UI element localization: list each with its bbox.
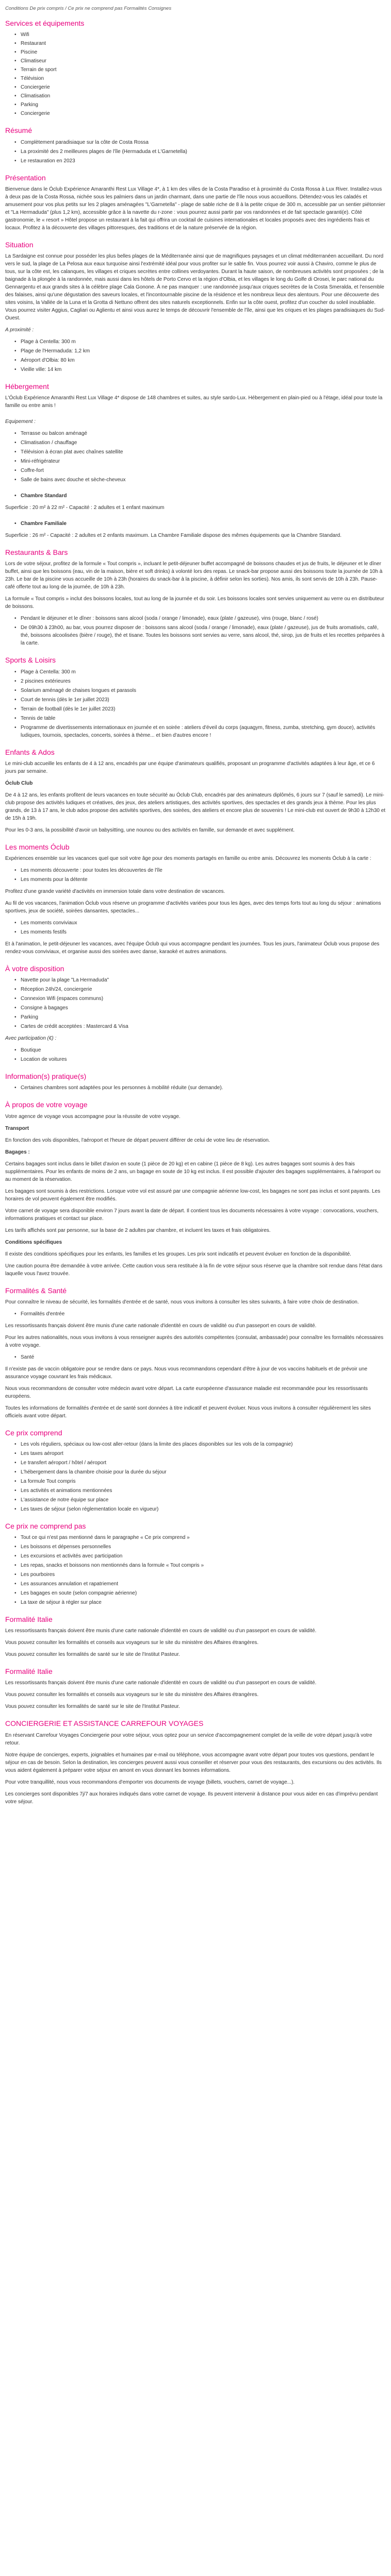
list-item: • Salle de bains avec douche et sèche-cheveux [15, 476, 386, 484]
enfants-text: Pour les 0-3 ans, la possibilité d'avoir un babysitting, une nounou ou des activités en famille, sur demande et avec supplément. [5, 827, 295, 833]
list-item: • Complètement paradisiaque sur la côte de Costa Rossa [15, 139, 386, 146]
list-item: • La formule Tout compris [15, 1478, 386, 1485]
section-title-enfants: Enfants & Ados [5, 748, 55, 756]
section-title-disposition: À votre disposition [5, 964, 64, 973]
list-item: • Pendant le déjeuner et le dîner : boissons sans alcool (soda / orange / limonade), eaux (plate / gazeuse), vins (rouge, blanc / rosé) [15, 615, 386, 622]
transport-label: Transport [5, 1125, 29, 1131]
list-item: • Parking [15, 1013, 386, 1021]
section-title-info: Information(s) pratique(s) [5, 1072, 87, 1081]
list-item: • Court de tennis (dès le 1er juillet 2023) [15, 696, 386, 704]
section-title-conciergerie: CONCIERGERIE ET ASSISTANCE CARREFOUR VOYAGES [5, 1719, 204, 1728]
formalite-text: Les ressortissants français doivent être munis d'une carte nationale d'identité en cours de validité ou d'un passeport en cours de validité. [5, 1628, 317, 1634]
list-item: • Plage à Centella: 300 m [15, 668, 386, 676]
section-title-formalite-italie-2: Formalité Italie [5, 1667, 53, 1676]
conciergerie-text: Les concierges sont disponibles 7j/7 aux horaires indiqués dans votre carnet de voyage. Ils peuvent intervenir à distance pour vous aider en cas d'imprévu pendant votre séjour. [5, 1791, 378, 1805]
list-item: • Aéroport d'Olbia: 80 km [15, 357, 386, 364]
section-title-services: Services et équipements [5, 19, 85, 28]
resume-list [5, 139, 386, 165]
list-item: • Les moments conviviaux [15, 919, 386, 927]
section-title-formalite-italie: Formalité Italie [5, 1615, 53, 1624]
moments-text: Expériences ensemble sur les vacances quel que soit votre âge pour des moments partagés en famille ou entre amis. Découvrez les moments Óclub à la carte : [5, 855, 371, 861]
propos-text: Les tarifs affichés sont par personne, sur la base de 2 adultes par chambre, et incluent les taxes et frais obligatoires. [5, 1227, 271, 1233]
list-item: • Les moments pour la détente [15, 876, 386, 884]
room-desc: Superficie : 20 m² à 22 m² - Capacité : 2 adultes et 1 enfant maximum [5, 505, 165, 511]
section-title-sports: Sports & Loisirs [5, 656, 56, 665]
equip-list [5, 430, 386, 484]
compris-list [5, 1440, 386, 1513]
avec-label: Avec participation (€) : [5, 1036, 57, 1042]
enfants-text: De 4 à 12 ans, les enfants profitent de leurs vacances en toute sécurité au Óclub Club, encadrés par des animateurs diplômés, 6 jours sur 7 (sauf le samedi). Le mini-club propose des activités ludiques et créatives, des jeux, des ateliers artistiques, des activités sportives, des spectacles et des grands jeux à thème. Pour les plus grands, de 13 à 17 ans, le club ados propose des activités sportives, des soirées, des ateliers et encore plus de souvenirs ! Le mini-club est ouvert de 9h30 à 12h30 et de 15h à 19h. [5, 792, 386, 821]
room-name: • Chambre Standard [15, 492, 386, 500]
list-item: • Formalités d'entrée [15, 1310, 386, 1318]
list-item: • L'hébergement dans la chambre choisie pour la durée du séjour [15, 1468, 386, 1476]
list-item: • Climatisation [15, 92, 386, 100]
list-item: • Le restauration en 2023 [15, 157, 386, 165]
propos-text: Il existe des conditions spécifiques pour les enfants, les familles et les groupes. Les prix sont indicatifs et peuvent évoluer en fonction de la disponibilité. [5, 1251, 351, 1257]
distance-list [5, 338, 386, 374]
formalite-text: Les ressortissants français doivent être munis d'une carte nationale d'identité en cours de validité ou d'un passeport en cours de validité. [5, 1680, 317, 1686]
sante-list [5, 1353, 386, 1361]
list-item: • Plage de l'Hermaduda: 1,2 km [15, 347, 386, 355]
list-item: • Wifi [15, 31, 386, 39]
list-item: • Tout ce qui n'est pas mentionné dans le paragraphe « Ce prix comprend » [15, 1534, 386, 1541]
list-item: • Climatisation / chauffage [15, 439, 386, 447]
list-item: • La proximité des 2 meilleures plages de l'île (Hermaduda et L'Garnetella) [15, 148, 386, 156]
list-item: • Les taxes de séjour (selon réglementation locale en vigueur) [15, 1505, 386, 1513]
section-title-formalites: Formalités & Santé [5, 1286, 67, 1295]
list-item: • Terrasse ou balcon aménagé [15, 430, 386, 437]
conciergerie-text: Pour votre tranquillité, nous vous recommandons d'emporter vos documents de voyage (billets, vouchers, carnet de voyage...). [5, 1779, 295, 1785]
list-item: • Télévision [15, 75, 386, 82]
list-item: • Télévision à écran plat avec chaînes satellite [15, 448, 386, 456]
enfants-text: Le mini-club accueille les enfants de 4 à 12 ans, encadrés par une équipe d'animateurs qualifiés, proposant un programme d'activités adaptées à leur âge, et ce 6 jours par semaine. [5, 760, 375, 774]
list-item: • Santé [15, 1353, 386, 1361]
section-title-moments: Les moments Óclub [5, 842, 70, 851]
list-item: • Terrain de football (dès le 1er juillet 2023) [15, 705, 386, 713]
list-item: • Plage à Centella: 300 m [15, 338, 386, 346]
list-item: • Les moments festifs [15, 928, 386, 936]
list-item: • Les assurances annulation et rapatriement [15, 1580, 386, 1588]
resto-text: Lors de votre séjour, profitez de la formule « Tout compris », incluant le petit-déjeuner buffet accompagné de boissons chaudes et jus de fruits, le déjeuner et le dîner buffet, ainsi que les boissons (eau, vin de la maison, bière et soft drinks) à volonté lors des repas. Le snack-bar propose aussi des boissons toute la journée de 10h à 23h. Le bar de la piscine vous accueille de 10h à 23h (horaires du snack-bar à la piscine, à définir selon les sorties). Nos amis, ils sont servis de 10h à 23h. Pause-café offerte tout au long de la journée, de 10h à 23h. [5, 561, 383, 590]
propos-text: Les bagages sont soumis à des restrictions. Lorsque votre vol est assuré par une compagnie aérienne low-cost, les bagages ne sont pas inclus et sont payants. Les horaires de vol peuvent également être modifiés. [5, 1188, 381, 1202]
list-item: • Vieille ville: 14 km [15, 366, 386, 374]
formalites-text: Il n'existe pas de vaccin obligatoire pour se rendre dans ce pays. Nous vous recommandons cependant d'être à jour de vos vaccins habituels et de prévoir une assurance voyage couvrant les frais médicaux. [5, 1366, 368, 1380]
sports-list [5, 668, 386, 739]
moments-list-a [5, 867, 386, 884]
list-item: • Les excursions et activités avec participation [15, 1552, 386, 1560]
services-list [5, 31, 386, 117]
list-item: • Navette pour la plage "La Hermaduda" [15, 976, 386, 984]
resto-text: La formule « Tout compris » inclut des boissons locales, tout au long de la journée et du soir. Les boissons locales sont servies uniquement au verre ou en distributeur de boissons. [5, 596, 384, 610]
list-item: • Climatiseur [15, 57, 386, 65]
list-item: • Certaines chambres sont adaptées pour les personnes à mobilité réduite (sur demande). [15, 1084, 386, 1092]
list-item: • Conciergerie [15, 110, 386, 117]
formalite-text: Vous pouvez consulter les formalités de santé sur le site de l'Institut Pasteur. [5, 1652, 180, 1658]
list-item: • Les vols réguliers, spéciaux ou low-cost aller-retour (dans la limite des places disponibles sur les vols de la compagnie) [15, 1440, 386, 1448]
moments-text: Et à l'animation, le petit-déjeuner les vacances, avec l'équipe Óclub qui vous accompagne pendant les journées. Tous les jours, l'animateur Óclub vous propose des rendez-vous conviviaux, et organise aussi des soirées avec danse, karaoké et autres animations. [5, 941, 380, 955]
list-item: • Cartes de crédit acceptées : Mastercard & Visa [15, 1023, 386, 1030]
list-item: • Tennis de table [15, 715, 386, 722]
list-item: • Les boissons et dépenses personnelles [15, 1543, 386, 1551]
section-title-presentation: Présentation [5, 173, 46, 182]
list-item: • Le transfert aéroport / hôtel / aéroport [15, 1459, 386, 1467]
room-name: • Chambre Familiale [15, 520, 386, 528]
moments-text: Au fil de vos vacances, l'animation Óclub vous réserve un programme d'activités variées pour tous les âges, avec des temps forts tout au long du séjour : animations sportives, jeux de société, soirées dansantes, spectacles... [5, 900, 381, 914]
room2-list [5, 520, 386, 528]
list-item: • Solarium aménagé de chaises longues et parasols [15, 687, 386, 694]
list-item: • Les pourboires [15, 1571, 386, 1579]
formalites-text: Nous vous recommandons de consulter votre médecin avant votre départ. La carte européenne d'assurance maladie est recommandée pour les ressortissants européens. [5, 1385, 368, 1399]
formalites-text: Toutes les informations de formalités d'entrée et de santé sont données à titre indicatif et peuvent évoluer. Nous vous invitons à consulter régulièrement les sites officiels avant votre départ. [5, 1405, 371, 1419]
propos-text: Votre agence de voyage vous accompagne pour la réussite de votre voyage. [5, 1113, 181, 1120]
formalite-text: Vous pouvez consulter les formalités de santé sur le site de l'Institut Pasteur. [5, 1704, 180, 1710]
list-item: • Piscine [15, 48, 386, 56]
info-list [5, 1084, 386, 1092]
section-title-restaurants: Restaurants & Bars [5, 548, 68, 557]
list-item: • Les repas, snacks et boissons non mentionnés dans la formule « Tout compris » [15, 1562, 386, 1569]
breadcrumb: Conditions De prix compris / Ce prix ne comprend pas Formalités Consignes [5, 6, 172, 11]
section-title-non-compris: Ce prix ne comprend pas [5, 1521, 86, 1530]
oclub-label: Óclub Club [5, 780, 33, 786]
propos-text: En fonction des vols disponibles, l'aéroport et l'heure de départ peuvent différer de celui de votre lieu de réservation. [5, 1137, 270, 1143]
section-title-resume: Résumé [5, 126, 32, 135]
list-item: • Conciergerie [15, 83, 386, 91]
disposition-list [5, 976, 386, 1030]
room-desc: Superficie : 26 m² - Capacité : 2 adultes et 2 enfants maximum. La Chambre Familiale dispose des mêmes équipements que la Chambre Standard. [5, 533, 341, 539]
list-item: • Réception 24h/24, conciergerie [15, 986, 386, 993]
list-item: • Connexion Wifi (espaces communs) [15, 995, 386, 1003]
resto-list [5, 615, 386, 647]
list-item: • Terrain de sport [15, 66, 386, 74]
hebergement-text: L'Óclub Expérience Amaranthi Rest Lux Village 4* dispose de 148 chambres et suites, au style sardo-Lux. Hébergement en plain-pied ou à l'étage, idéal pour toute la famille ou entre amis ! [5, 395, 383, 409]
formalites-text: Les ressortissants français doivent être munis d'une carte nationale d'identité en cours de validité ou d'un passeport en cours de validité. [5, 1323, 317, 1329]
section-title-hebergement: Hébergement [5, 382, 49, 391]
distance-label: A proximité : [5, 327, 34, 333]
list-item: • Location de voitures [15, 1056, 386, 1063]
presentation-text: Bienvenue dans le Óclub Expérience Amaranthi Rest Lux Village 4*, à 1 km des villes de la Costa Paradiso et à proximité du Costa Rossa à Lux River. Installez-vous à deux pas de la Costa Rossa, nichée sous les palmiers dans un jardin charmant, dans une partie de l'île nous vous accueillons. Détendez-vous les caladés et amusement pour vos plus petits sur les 2 plages aménagées "L'Garnetella" - plage de sable riche de 8 à la petite crique de 300 m, accessible par un sentier piétonnier et "La Hermaduda" (plus 1,2 km), accessible grâce à la navette du r-zone : vous pourrez aussi partir par vos randonnées et de fait spectacle garanti(e). Côté gastronomie, le « resort » Hôtel propose un restaurant à la fait qui offrira un cocktail de cuisines internationales et locales proposés avec des ingrédients frais et locaux. Profitez à la découverte des villages pittoresques, des traditions et de la nature préservée de la région. [5, 186, 385, 231]
equip-label: Equipement : [5, 419, 36, 425]
list-item: • De 09h30 à 23h00, au bar, vous pourrez disposer de : boissons sans alcool (soda / orange / limonade), eaux (plate / gazeuse), jus de fruits aromatisés, café, thé, boissons alcoolisées (bière / rouge), thé et tisane. Toutes les boissons sont servies au verre, sans alcool, thé, sirop, jus de fruits et les recettes préparées à la carte. [15, 624, 386, 647]
non-compris-list [5, 1534, 386, 1606]
moments-text: Profitez d'une grande variété d'activités en immersion totale dans votre destination de vacances. [5, 888, 225, 894]
list-item: • La taxe de séjour à régler sur place [15, 1599, 386, 1606]
room1-list [5, 492, 386, 500]
list-item: • Les moments découverte : pour toutes les découvertes de l'île [15, 867, 386, 874]
section-title-compris: Ce prix comprend [5, 1428, 62, 1437]
formalites-text: Pour les autres nationalités, nous vous invitons à vous renseigner auprès des autorités compétentes (consulat, ambassade) pour connaître les formalités nécessaires à votre voyage. [5, 1334, 384, 1348]
section-title-propos: À propos de votre voyage [5, 1100, 88, 1109]
list-item: • Les activités et animations mentionnées [15, 1487, 386, 1495]
list-item: • Les bagages en soute (selon compagnie aérienne) [15, 1589, 386, 1597]
propos-text: Votre carnet de voyage sera disponible environ 7 jours avant la date de départ. Il contient tous les documents nécessaires à votre voyage : convocations, vouchers, informations pratiques et contact sur place. [5, 1208, 379, 1222]
list-item: • Coffre-fort [15, 467, 386, 474]
conditions-label: Conditions spécifiques [5, 1239, 62, 1245]
propos-text: Certains bagages sont inclus dans le billet d'avion en soute (1 pièce de 20 kg) et en cabine (1 pièce de 8 kg). Les autres bagages sont soumis à des frais supplémentaires. Pour les enfants de moins de 2 ans, un bagage en soute de 10 kg est inclus. Il est possible d'ajouter des bagages supplémentaires, à l'aéroport ou au moment de la réservation. [5, 1161, 381, 1182]
bagages-label: Bagages : [5, 1149, 30, 1155]
conciergerie-text: En réservant Carrefour Voyages Conciergerie pour votre séjour, vous optez pour un service d'accompagnement complet de la veille de votre départ jusqu'à votre retour. [5, 1732, 372, 1746]
moments-list-b [5, 919, 386, 936]
list-item: • 2 piscines extérieures [15, 677, 386, 685]
formalite-text: Vous pouvez consulter les formalités et conseils aux voyageurs sur le site du ministère des Affaires étrangères. [5, 1692, 259, 1698]
list-item: • Les taxes aéroport [15, 1450, 386, 1458]
list-item: • Consigne à bagages [15, 1004, 386, 1012]
list-item: • Boutique [15, 1046, 386, 1054]
avec-list [5, 1046, 386, 1063]
list-item: • Restaurant [15, 40, 386, 47]
list-item: • Mini-réfrigérateur [15, 457, 386, 465]
list-item: • Programme de divertissements internationaux en journée et en soirée : ateliers d'éveil du corps (aquagym, fitness, zumba, stretching, gym douce), activités ludiques, tournois, spectacles, concerts, soirées à thème... et bien d'autres encore ! [15, 724, 386, 739]
list-item: • Parking [15, 101, 386, 109]
formalite-text: Vous pouvez consulter les formalités et conseils aux voyageurs sur le site du ministère des Affaires étrangères. [5, 1640, 259, 1646]
situation-text: La Sardaigne est connue pour posséder les plus belles plages de la Méditerranée ainsi que de magnifiques paysages et un climat méditerranéen accueillant. Du nord vers le sud, la plage de La Pelosa aux eaux turquoise ainsi l'extrémité idéal pour vous profiter sur le sable fin. Vous pourrez voir aussi à Chaviro, comme le plus de tous, sur la côte est, les calanques, les villages et criques secrètes entre collines verdoyantes. Durant la haute saison, de nombreuses activités sont proposées ; de la baignade à la plongée à la randonnée, mais aussi dans les hôtels de Porto Cervo et la région d'Olbia, et les villages le long du Golfe di Orosei, le parc national du Gennargentu et aux grands sites à la célèbre plage Cala Gonone. À ne pas manquer : une randonnée jusqu'aux criques secrètes de la Costa Smeralda, et l'ensemble des falaises, ainsi qu'une dégustation des saveurs locales, et l'incontournable piscine de la résidence et les nombreux lieux des alentours. Pour une découverte des sites voisins, la Vallée de la Luna et la Grotta di Nettuno offrent des sites naturels exceptionnels. Enfin sur la côte ouest, profitez d'un coucher du soleil inoubliable. Vous pourrez visiter Aggius, Cagliari ou Aglientu et ainsi vous aurez le temps de découvrir l'ensemble de l'île, ainsi que les criques et les plages paradisiaques du Sud-Ouest. [5, 253, 385, 321]
propos-text: Une caution pourra être demandée à votre arrivée. Cette caution vous sera restituée à la fin de votre séjour sous réserve que la chambre soit rendue dans l'état dans laquelle vous l'avez trouvée. [5, 1263, 383, 1277]
formalites-text: Pour connaître le niveau de sécurité, les formalités d'entrée et de santé, nous vous invitons à consulter les sites suivants, à faire votre choix de destination. [5, 1299, 359, 1305]
formalites-list [5, 1310, 386, 1318]
section-title-situation: Situation [5, 240, 34, 249]
list-item: • L'assistance de notre équipe sur place [15, 1496, 386, 1504]
conciergerie-text: Notre équipe de concierges, experts, joignables et humaines par e-mail ou téléphone, vous accompagne avant votre départ pour toutes vos questions, pendant le séjour en cas de besoin. Selon la destination, les concierges peuvent aussi vous conseiller et réserver pour vous des restaurants, des excursions ou des activités. Ils vous aident également à préparer votre séjour en amont en vous donnant les bonnes informations. [5, 1752, 382, 1773]
